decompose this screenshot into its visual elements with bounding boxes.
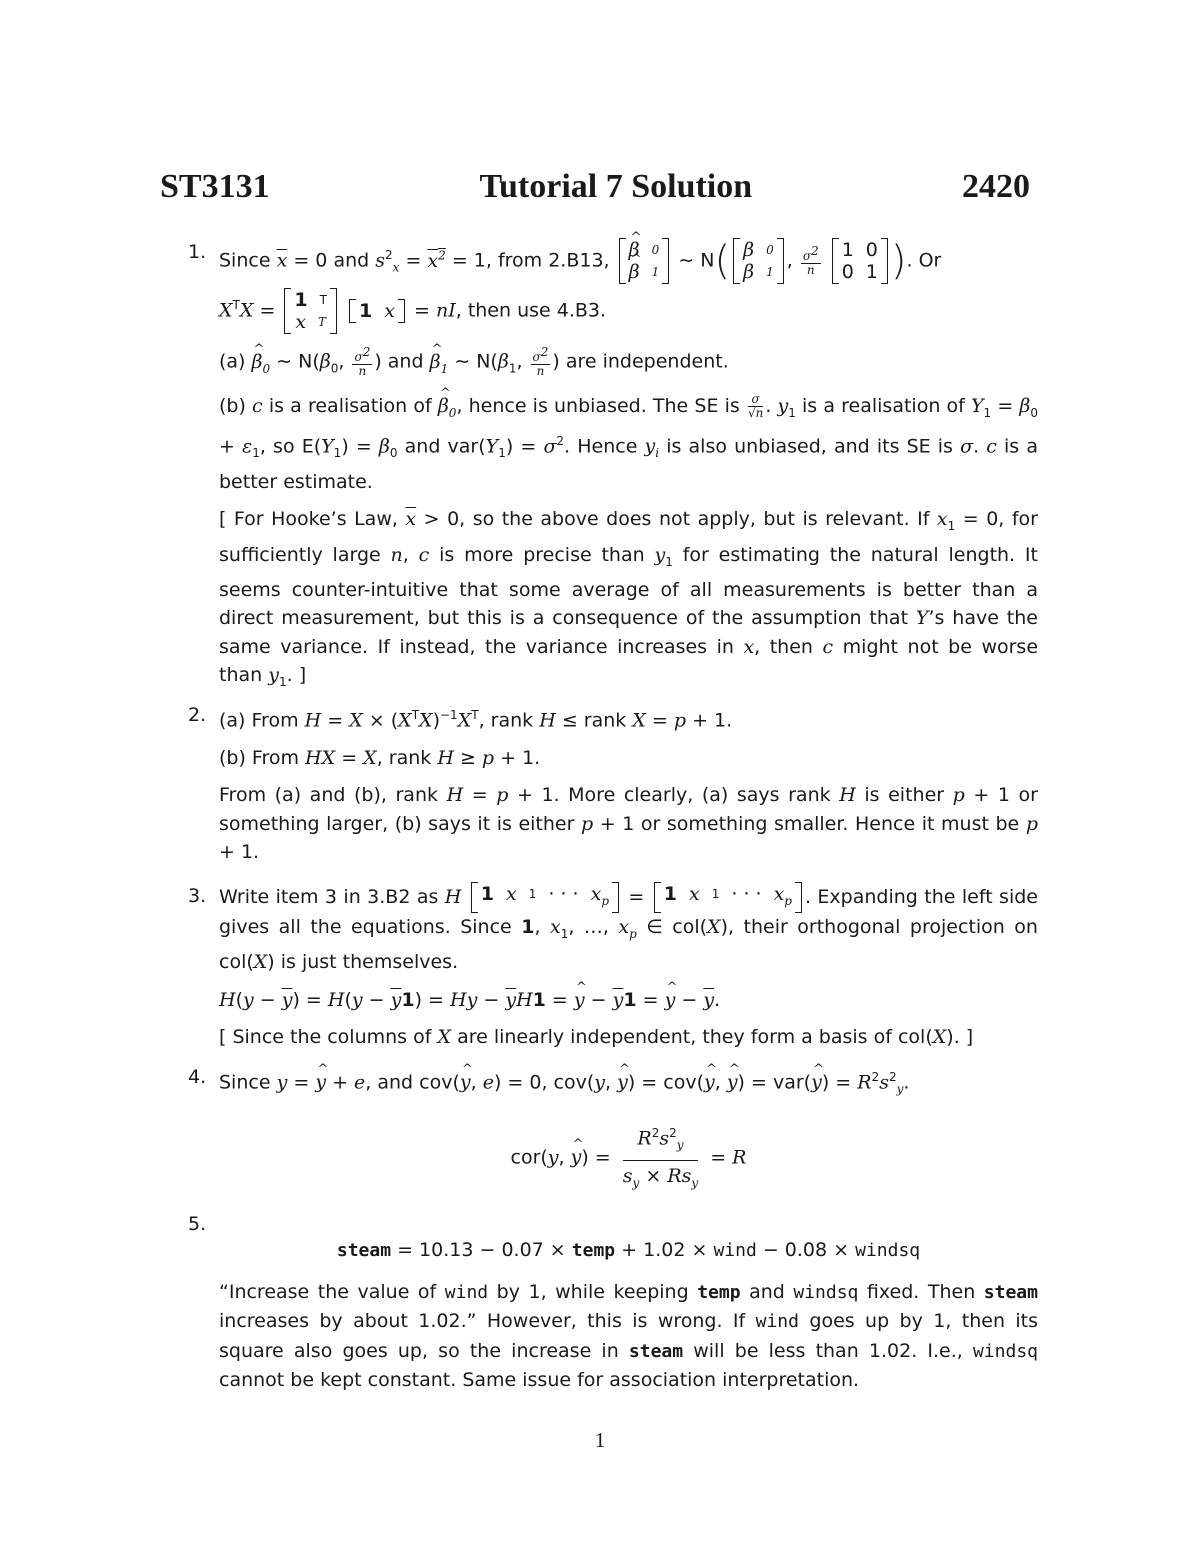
question-1	[188, 238, 1038, 697]
page-header	[160, 168, 1030, 206]
q2-part-a: (a) From $H = X \times (X^TX)^{-1}X^T$, rank H ≤ rank X = p + 1.	[219, 708, 733, 732]
page-number: 1	[594, 1428, 606, 1452]
question-2	[188, 701, 1038, 867]
question-4	[188, 1063, 1038, 1214]
academic-year: 2420	[962, 168, 1030, 205]
q3-intro: Write item 3 in 3.B2 as H 1 x 1 · · · $x_p$ = 1 x 1 · · · $x_p$ . Expanding the left side gives all the equations. Since 1, $x_1$, …, $x_p$ ∈ col(X), their orthogonal projection on col(X) is just themselves.	[219, 883, 1038, 974]
question-number: 4.	[188, 1066, 207, 1088]
q1-part-a: (a) β $\^{}_0$ ∼ $N(\beta_0$, $\frac{\sigma^2}{n}$ ) and β $\^{}_1$ ∼ $N(\beta_1$, $\frac{\sigma^2}{n}$ ) are independent.	[219, 346, 1038, 383]
q4-correlation-equation: cor(y, y ^) = $R^2s^2_y$ $s_y \times Rs_y$ = R	[219, 1118, 1038, 1198]
q1-xtx: $X^TX$ = 1 T x T 1 x = nI, then use 4.B3.	[219, 289, 607, 333]
question-number: 3.	[188, 885, 207, 907]
q2-conclusion: From (a) and (b), rank H = p + 1. More clearly, (a) says rank H is either p + 1 or something larger, (b) says it is either p + 1 or something smaller. Hence it must be p + 1.	[219, 784, 1038, 864]
q2-part-b: (b) From HX = X, rank H ≥ p + 1.	[219, 746, 541, 769]
question-number: 5.	[188, 1213, 207, 1235]
q3-note: [ Since the columns of X are linearly independent, they form a basis of col(X). ]	[219, 1026, 974, 1049]
question-number: 2.	[188, 704, 207, 726]
question-3	[188, 882, 1038, 1052]
q4-intro: Since y = y ^ + e, and cov(y ^, e) = 0, cov(y, y ^) = cov(y ^, y ^) = var(y ^) = $R^2s^2_y$.	[219, 1063, 1038, 1104]
q3-equation: $H(y - \overline{y}) = H(y - \overline{y}1) = Hy - \overline{y}H1 = y$ ^ − $\overline{y}1 = y$ ^ − $\overline{y}$.	[219, 986, 1038, 1015]
q1-note: [ For Hooke’s Law, $\overline{x} > 0$, so the above does not apply, but is relevant. If $x_1 = 0$, for sufficiently large n, c is more precise than $y_1$ for estimating the natural length. It seems counter-intuitive that some average of all measurements is better than a direct measurement, but this is a consequence of the assumption that Y’s have the same variance. If instead, the variance increases in x, then c might not be worse than $y_1$. ]	[219, 508, 1039, 690]
page-title: Tutorial 7 Solution	[479, 168, 753, 205]
q1-part-b: (b) c is a realisation of β $\^{}_0$, hence is unbiased. The SE is $\frac{\sigma}{√n}$ . $y_1$ is a realisation of $Y_1 = \beta_0 + \varepsilon_1$, so $E(Y_1) = \beta_0$ and $var(Y_1) = \sigma^2$. Hence $y_i$ is also unbiased, and its SE is σ. c is a better estimate.	[219, 392, 1038, 496]
beta-hat-vector: β ^ 0 β ^ 1	[619, 238, 670, 284]
q1-intro: Since $\overline{x} = 0$ and $s^2_x = x^2 = 1$, from 2.B13, β ^ 0 β ^ 1 ∼ N( β 0 β 1 , $\frac{\sigma^2}{n}$ 1 0 0 1 ). Or	[219, 238, 1038, 284]
q5-interpretation: “Increase the value of wind by 1, while keeping temp and windsq fixed. Then steam increases by about 1.02.” However, this is wrong. If wind goes up by 1, then its square also goes up, so the increase in steam will be less than 1.02. I.e., windsq cannot be kept constant. Same issue for association interpretation.	[219, 1280, 1039, 1391]
q5-regression-equation: steam = 10.13 − 0.07 × temp + 1.02 × wind − 0.08 × windsq	[336, 1239, 921, 1261]
question-5	[188, 1210, 1038, 1395]
identity-matrix: 1 0 0 1	[832, 238, 888, 284]
course-code: ST3131	[160, 168, 270, 205]
question-number: 1.	[188, 241, 207, 263]
